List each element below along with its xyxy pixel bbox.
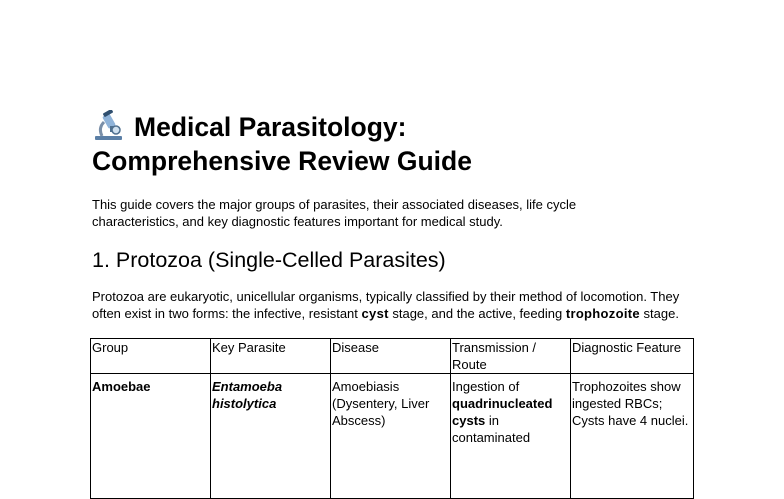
- title-line2: Comprehensive Review Guide: [92, 146, 472, 176]
- group-cell: Amoebae: [91, 374, 211, 499]
- diagnostic-cell: Trophozoites show ingested RBCs; Cysts have 4 nuclei.: [571, 374, 694, 499]
- table-header-cell: Transmission / Route: [451, 339, 571, 374]
- protozoa-table: [90, 338, 694, 499]
- table-row: [91, 374, 694, 499]
- title-line1: Medical Parasitology:: [134, 112, 407, 142]
- table-header-row: [91, 339, 694, 374]
- table-header-cell: Group: [91, 339, 211, 374]
- transmission-cell: Ingestion of quadrinucleated cysts in contaminated: [451, 374, 571, 499]
- parasite-cell: Entamoeba histolytica: [211, 374, 331, 499]
- table-header-cell: Diagnostic Feature: [571, 339, 694, 374]
- table-header-cell: Disease: [331, 339, 451, 374]
- section-heading: 1. Protozoa (Single-Celled Parasites): [92, 248, 446, 272]
- section-paragraph: Protozoa are eukaryotic, unicellular organisms, typically classified by their method of locomotion. They often exist in two forms: the infective, resistant cyst stage, and the active, feeding trophozoite stage.: [92, 289, 680, 321]
- table-header-cell: Key Parasite: [211, 339, 331, 374]
- disease-cell: Amoebiasis (Dysentery, Liver Abscess): [331, 374, 451, 499]
- intro-paragraph: This guide covers the major groups of parasites, their associated diseases, life cycle characteristics, and key diagnostic features important for medical study.: [92, 197, 577, 229]
- microscope-icon: [92, 110, 126, 140]
- page-title: [92, 110, 702, 178]
